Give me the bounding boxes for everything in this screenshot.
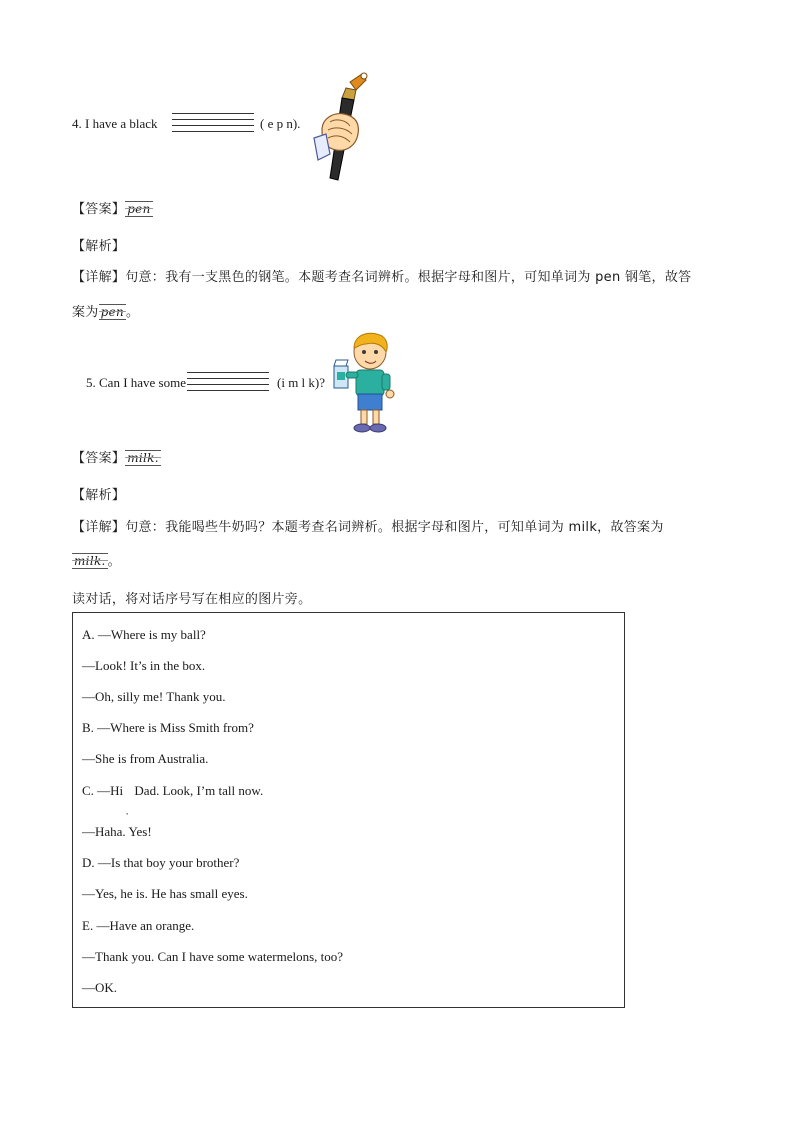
q4-answer-row [72, 198, 153, 217]
q5-answer-tag: 【答案】 [72, 451, 126, 466]
dialogue-line: E. —Have an orange. [82, 918, 195, 933]
pen-in-hand-illustration [312, 68, 374, 186]
q5-analysis-tag: 【解析】 [72, 488, 126, 503]
q4-analysis-tag: 【解析】 [72, 239, 126, 254]
dialogue-box [72, 612, 625, 1008]
dialogue-line: D. —Is that boy your brother? [82, 855, 240, 870]
dialogue-line: —Look! It’s in the box. [82, 658, 206, 673]
boy-icon [346, 333, 394, 432]
dialogue-line-c: C. —Hi , Dad. Look, I’m tall now. [82, 783, 264, 816]
q5-answer-row [72, 447, 161, 466]
dialogue-line: —Oh, silly me! Thank you. [82, 689, 226, 704]
boy-with-milk-illustration [332, 330, 398, 436]
dialogue-line: B. —Where is Miss Smith from? [82, 720, 254, 735]
q4-letters: ( e p n). [260, 116, 301, 131]
dialogue-line: —She is from Australia. [82, 751, 209, 766]
q5-letters: (i m l k)? [277, 375, 326, 390]
dialogue-line: —Haha. Yes! [82, 824, 152, 839]
q4-prompt: 4. I have a black [72, 116, 158, 131]
q5-detail-answer: milk. [74, 554, 106, 568]
q4-detail-line1: 【详解】句意：我有一支黑色的钢笔。本题考查名词辨析。根据字母和图片，可知单词为 pen 钢笔，故答 [72, 270, 692, 285]
q4-answer-handwritten: pen [127, 202, 151, 216]
q5-detail-line1: 【详解】句意：我能喝些牛奶吗？本题考查名词辨析。根据字母和图片，可知单词为 milk，故答案为 [72, 520, 664, 535]
dialogue-line: —Thank you. Can I have some watermelons, too? [82, 949, 344, 964]
dialogue-line: —Yes, he is. He has small eyes. [82, 886, 248, 901]
q4-detail-line2: 案为 pen 。 [72, 305, 140, 320]
q4-answer-tag: 【答案】 [72, 202, 126, 217]
q4-detail-answer: pen [100, 305, 125, 319]
q4-answer-lines[interactable] [172, 113, 254, 135]
q5-answer-handwritten: milk. [127, 451, 159, 465]
dialogue-line: —OK. [82, 980, 118, 995]
q5-prompt: 5. Can I have some [86, 375, 187, 390]
section-instruction: 读对话，将对话序号写在相应的图片旁。 [72, 592, 312, 607]
q5-answer-lines[interactable] [187, 372, 269, 394]
q5-detail-line2: milk. 。 [74, 554, 121, 569]
dialogue-line: A. —Where is my ball? [82, 627, 206, 642]
